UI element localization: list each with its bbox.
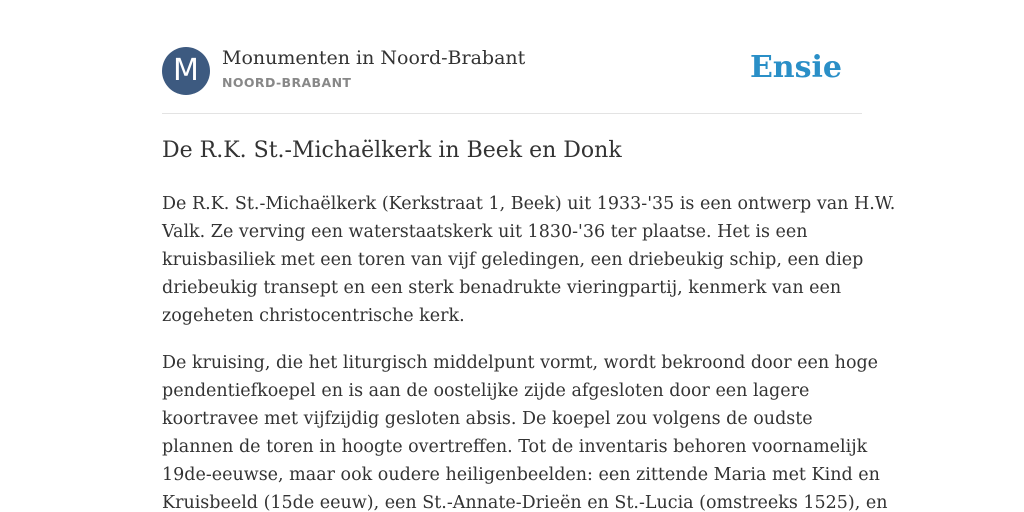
text-line: Kruisbeeld (15de eeuw), een St.-Annate-Drieën en St.-Lucia (omstreeks 1525), en <box>162 493 888 512</box>
article-body <box>162 190 896 512</box>
header-divider <box>162 113 862 114</box>
ensie-logo[interactable]: Ensie <box>749 50 842 85</box>
paragraph-2 <box>162 349 888 512</box>
text-line: kruisbasiliek met een toren van vijf geledingen, een driebeukig schip, een diep <box>162 250 864 270</box>
text-line: De R.K. St.-Michaëlkerk (Kerkstraat 1, Beek) uit 1933-'35 is een ontwerp van H.W. <box>162 194 896 214</box>
source-avatar[interactable]: M <box>162 47 210 95</box>
text-line: De kruising, die het liturgisch middelpunt vormt, wordt bekroond door een hoge <box>162 353 879 373</box>
article-title: De R.K. St.-Michaëlkerk in Beek en Donk <box>162 138 622 163</box>
text-line: driebeukig transept en een sterk benadrukte vieringpartij, kenmerk van een <box>162 278 842 298</box>
source-title-link[interactable]: Monumenten in Noord-Brabant <box>222 47 526 69</box>
text-line: plannen de toren in hoogte overtreffen. Tot de inventaris behoren voornamelijk <box>162 437 868 457</box>
text-line: pendentiefkoepel en is aan de oostelijke zijde afgesloten door een lagere <box>162 381 810 401</box>
text-line: koortravee met vijfzijdig gesloten absis. De koepel zou volgens de oudste <box>162 409 813 429</box>
text-line: zogeheten christocentrische kerk. <box>162 306 465 326</box>
source-header <box>162 47 862 95</box>
source-subtitle-link[interactable]: NOORD-BRABANT <box>222 75 352 90</box>
text-line: 19de-eeuwse, maar ook oudere heiligenbeelden: een zittende Maria met Kind en <box>162 465 880 485</box>
text-line: Valk. Ze verving een waterstaatskerk uit 1830-'36 ter plaatse. Het is een <box>162 222 808 242</box>
paragraph-1 <box>162 190 896 330</box>
